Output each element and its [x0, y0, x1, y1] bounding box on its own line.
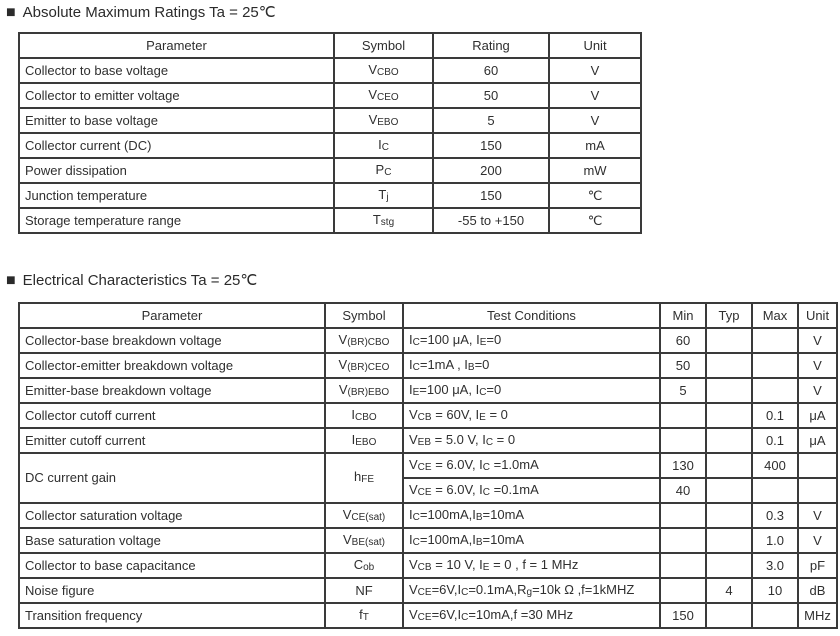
table-row — [19, 58, 641, 83]
cell-min: 60 — [660, 328, 706, 353]
cell-symbol: VCEO — [334, 83, 433, 108]
cell-min: 150 — [660, 603, 706, 628]
cell-unit — [798, 478, 837, 503]
table-row — [19, 353, 837, 378]
column-header: Max — [752, 303, 798, 328]
table-row — [19, 83, 641, 108]
cell-parameter: Noise figure — [19, 578, 325, 603]
cell-parameter: Emitter-base breakdown voltage — [19, 378, 325, 403]
cell-min: 130 — [660, 453, 706, 478]
cell-max: 0.1 — [752, 428, 798, 453]
table-body — [19, 58, 641, 233]
cell-conditions: VCE=6V,IC=0.1mA,Rg=10k Ω ,f=1kMHZ — [403, 578, 660, 603]
column-header: Parameter — [19, 33, 334, 58]
cell-symbol: V(BR)EBO — [325, 378, 403, 403]
cell-unit: mW — [549, 158, 641, 183]
cell-parameter: DC current gain — [19, 453, 325, 503]
table-row — [19, 183, 641, 208]
cell-rating: 50 — [433, 83, 549, 108]
cell-symbol: Tj — [334, 183, 433, 208]
cell-parameter: Storage temperature range — [19, 208, 334, 233]
cell-min — [660, 503, 706, 528]
cell-parameter: Base saturation voltage — [19, 528, 325, 553]
cell-parameter: Transition frequency — [19, 603, 325, 628]
cell-symbol: NF — [325, 578, 403, 603]
cell-max: 10 — [752, 578, 798, 603]
section-title-electrical-characteristics — [6, 272, 257, 290]
cell-parameter: Collector to emitter voltage — [19, 83, 334, 108]
cell-unit: μA — [798, 428, 837, 453]
cell-unit: μA — [798, 403, 837, 428]
cell-conditions: IC=100 μA, IE=0 — [403, 328, 660, 353]
column-header: Symbol — [325, 303, 403, 328]
cell-parameter: Power dissipation — [19, 158, 334, 183]
cell-min — [660, 428, 706, 453]
cell-parameter: Collector-base breakdown voltage — [19, 328, 325, 353]
column-header: Unit — [549, 33, 641, 58]
column-header: Min — [660, 303, 706, 328]
cell-parameter: Junction temperature — [19, 183, 334, 208]
cell-typ — [706, 378, 752, 403]
cell-symbol: VCE(sat) — [325, 503, 403, 528]
table-row — [19, 378, 837, 403]
cell-symbol: VEBO — [334, 108, 433, 133]
cell-typ — [706, 453, 752, 478]
cell-max — [752, 328, 798, 353]
table-row — [19, 428, 837, 453]
cell-min — [660, 528, 706, 553]
cell-symbol: V(BR)CEO — [325, 353, 403, 378]
cell-conditions: VCE = 6.0V, IC =1.0mA — [403, 453, 660, 478]
cell-typ — [706, 603, 752, 628]
table-row — [19, 328, 837, 353]
section-bullet-icon: ■ — [6, 4, 16, 21]
cell-rating: -55 to +150 — [433, 208, 549, 233]
cell-parameter: Emitter to base voltage — [19, 108, 334, 133]
electrical-characteristics-table — [18, 302, 838, 629]
cell-typ — [706, 528, 752, 553]
cell-max: 0.1 — [752, 403, 798, 428]
cell-symbol: Tstg — [334, 208, 433, 233]
cell-typ — [706, 478, 752, 503]
cell-symbol: ICBO — [325, 403, 403, 428]
table-row — [19, 403, 837, 428]
cell-unit: V — [549, 83, 641, 108]
cell-unit: mA — [549, 133, 641, 158]
column-header: Typ — [706, 303, 752, 328]
cell-max — [752, 478, 798, 503]
header-row — [19, 303, 837, 328]
cell-symbol: VCBO — [334, 58, 433, 83]
section-title-absolute-maximum-ratings — [6, 4, 276, 22]
cell-rating: 200 — [433, 158, 549, 183]
cell-typ — [706, 403, 752, 428]
table-row — [19, 158, 641, 183]
cell-conditions: IC=100mA,IB=10mA — [403, 528, 660, 553]
table-row — [19, 528, 837, 553]
cell-typ — [706, 428, 752, 453]
cell-symbol: VBE(sat) — [325, 528, 403, 553]
cell-unit: V — [798, 378, 837, 403]
table-body — [19, 328, 837, 628]
cell-typ — [706, 553, 752, 578]
header-row — [19, 33, 641, 58]
column-header: Test Conditions — [403, 303, 660, 328]
cell-min: 5 — [660, 378, 706, 403]
cell-rating: 5 — [433, 108, 549, 133]
cell-symbol: hFE — [325, 453, 403, 503]
cell-symbol: Cob — [325, 553, 403, 578]
cell-typ: 4 — [706, 578, 752, 603]
cell-conditions: VCE=6V,IC=10mA,f =30 MHz — [403, 603, 660, 628]
cell-rating: 150 — [433, 183, 549, 208]
table-row — [19, 503, 837, 528]
cell-unit: V — [798, 528, 837, 553]
table-row — [19, 553, 837, 578]
table-row — [19, 603, 837, 628]
column-header: Parameter — [19, 303, 325, 328]
table-row — [19, 578, 837, 603]
absolute-maximum-ratings-table — [18, 32, 642, 234]
cell-min — [660, 578, 706, 603]
table-row — [19, 453, 837, 478]
cell-parameter: Collector current (DC) — [19, 133, 334, 158]
cell-unit: ℃ — [549, 183, 641, 208]
cell-unit: V — [798, 328, 837, 353]
cell-conditions: VCB = 60V, IE = 0 — [403, 403, 660, 428]
cell-max: 1.0 — [752, 528, 798, 553]
cell-unit: pF — [798, 553, 837, 578]
cell-parameter: Collector to base voltage — [19, 58, 334, 83]
cell-rating: 60 — [433, 58, 549, 83]
cell-parameter: Collector-emitter breakdown voltage — [19, 353, 325, 378]
cell-min: 50 — [660, 353, 706, 378]
cell-unit: V — [549, 108, 641, 133]
section-bullet-icon: ■ — [6, 272, 16, 289]
table-head — [19, 33, 641, 58]
cell-unit — [798, 453, 837, 478]
cell-min — [660, 553, 706, 578]
table-row — [19, 108, 641, 133]
cell-unit: dB — [798, 578, 837, 603]
cell-parameter: Collector to base capacitance — [19, 553, 325, 578]
cell-max: 400 — [752, 453, 798, 478]
column-header: Symbol — [334, 33, 433, 58]
section-title-text: Absolute Maximum Ratings Ta = 25℃ — [22, 4, 276, 21]
section-title-text: Electrical Characteristics Ta = 25℃ — [22, 272, 258, 289]
cell-max: 0.3 — [752, 503, 798, 528]
cell-typ — [706, 353, 752, 378]
table-row — [19, 208, 641, 233]
column-header: Unit — [798, 303, 837, 328]
column-header: Rating — [433, 33, 549, 58]
table-row — [19, 133, 641, 158]
cell-unit: ℃ — [549, 208, 641, 233]
cell-min — [660, 403, 706, 428]
cell-parameter: Emitter cutoff current — [19, 428, 325, 453]
cell-typ — [706, 328, 752, 353]
cell-conditions: IE=100 μA, IC=0 — [403, 378, 660, 403]
cell-unit: V — [798, 353, 837, 378]
cell-symbol: fT — [325, 603, 403, 628]
cell-max: 3.0 — [752, 553, 798, 578]
cell-symbol: IEBO — [325, 428, 403, 453]
cell-conditions: IC=100mA,IB=10mA — [403, 503, 660, 528]
cell-conditions: VEB = 5.0 V, IC = 0 — [403, 428, 660, 453]
cell-unit: V — [549, 58, 641, 83]
table-head — [19, 303, 837, 328]
cell-typ — [706, 503, 752, 528]
cell-parameter: Collector cutoff current — [19, 403, 325, 428]
cell-symbol: V(BR)CBO — [325, 328, 403, 353]
cell-max — [752, 353, 798, 378]
cell-symbol: PC — [334, 158, 433, 183]
cell-conditions: VCB = 10 V, IE = 0 , f = 1 MHz — [403, 553, 660, 578]
cell-parameter: Collector saturation voltage — [19, 503, 325, 528]
cell-max — [752, 378, 798, 403]
cell-min: 40 — [660, 478, 706, 503]
cell-conditions: VCE = 6.0V, IC =0.1mA — [403, 478, 660, 503]
cell-symbol: IC — [334, 133, 433, 158]
cell-unit: V — [798, 503, 837, 528]
cell-conditions: IC=1mA , IB=0 — [403, 353, 660, 378]
cell-unit: MHz — [798, 603, 837, 628]
cell-max — [752, 603, 798, 628]
cell-rating: 150 — [433, 133, 549, 158]
